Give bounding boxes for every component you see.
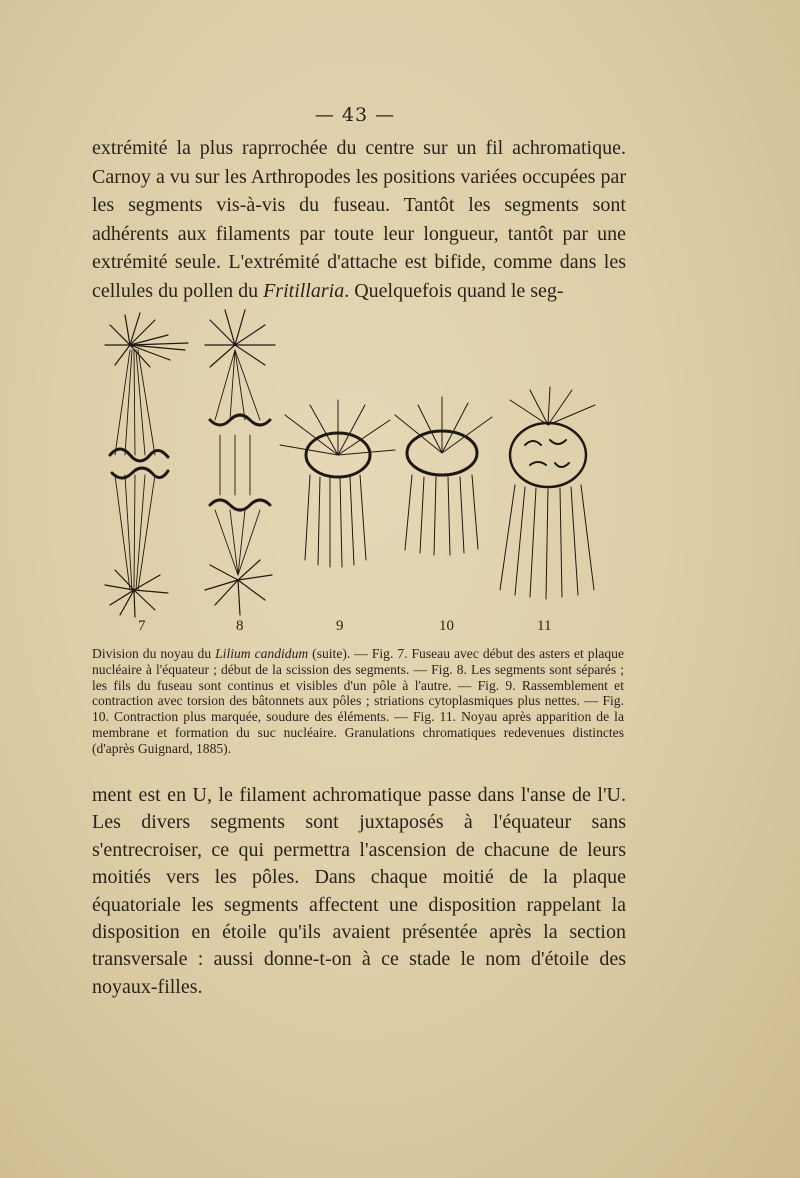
paragraph-top-end: . Quelquefois quand le seg- <box>344 279 564 302</box>
figure-label: 8 <box>236 618 244 634</box>
caption-lead: Division du noyau du <box>92 646 216 661</box>
figure-label: 10 <box>439 618 454 634</box>
figure-8-drawing <box>205 310 275 615</box>
figure-11-drawing <box>500 387 595 599</box>
genus-name: Fritillaria <box>263 279 345 302</box>
caption-species: Lilium candidum <box>215 646 309 661</box>
figure-caption <box>92 646 624 757</box>
paragraph-bottom: ment est en U, le filament achromatique passe dans l'anse de l'U. Les divers segments sont juxtaposés à l'équateur sans s'entrecroiser, ce qui permettra l'ascension de chacune de leurs moitiés vers les pôles. Dans chaque moitié de la plaque équatoriale les segments affectent une disposition rappelant la disposition en étoile qu'ils avaient présentée après la section transversale : aussi donne-t-on à ce stade le nom d'étoile des noyaux-filles. <box>92 784 626 998</box>
page-number: — 43 — <box>314 104 396 126</box>
figure-9-drawing <box>280 400 395 567</box>
figure-number-labels <box>0 618 800 640</box>
figure-label: 7 <box>138 618 146 634</box>
caption-body: (suite). — Fig. 7. Fuseau avec début des asters et plaque nucléaire à l'équateur ; début de la scission des segments. — Fig. 8. Les segments sont séparés ; les fils du fuseau sont continus et visibles d'un pôle à l'autre. — Fig. 9. Rassemblement et contraction avec torsion des bâtonnets aux pôles ; striations cytoplasmiques plus nettes. — Fig. 10. Contraction plus marquée, soudure des éléments. — Fig. 11. Noyau après apparition de la membrane et formation du suc nucléaire. Granulations chromatiques redevenues distinctes (d'après Guignard, 1885). <box>92 646 625 756</box>
figure-10-drawing <box>395 397 492 555</box>
paragraph-top-text: extrémité la plus raprrochée du centre sur un fil achromatique. Carnoy a vu sur les Arthropodes les positions variées occupées par les segments vis-à-vis du fuseau. Tantôt les segments sont adhérents aux filaments par toute leur longueur, tantôt par une extrémité seule. L'extrémité d'attache est bifide, comme dans les cellules du pollen du <box>92 137 626 302</box>
paragraph-top <box>92 134 626 306</box>
cell-division-illustration <box>100 305 620 635</box>
figure-7-drawing <box>105 313 188 617</box>
figure-label: 11 <box>537 618 552 634</box>
figure-label: 9 <box>336 618 344 634</box>
